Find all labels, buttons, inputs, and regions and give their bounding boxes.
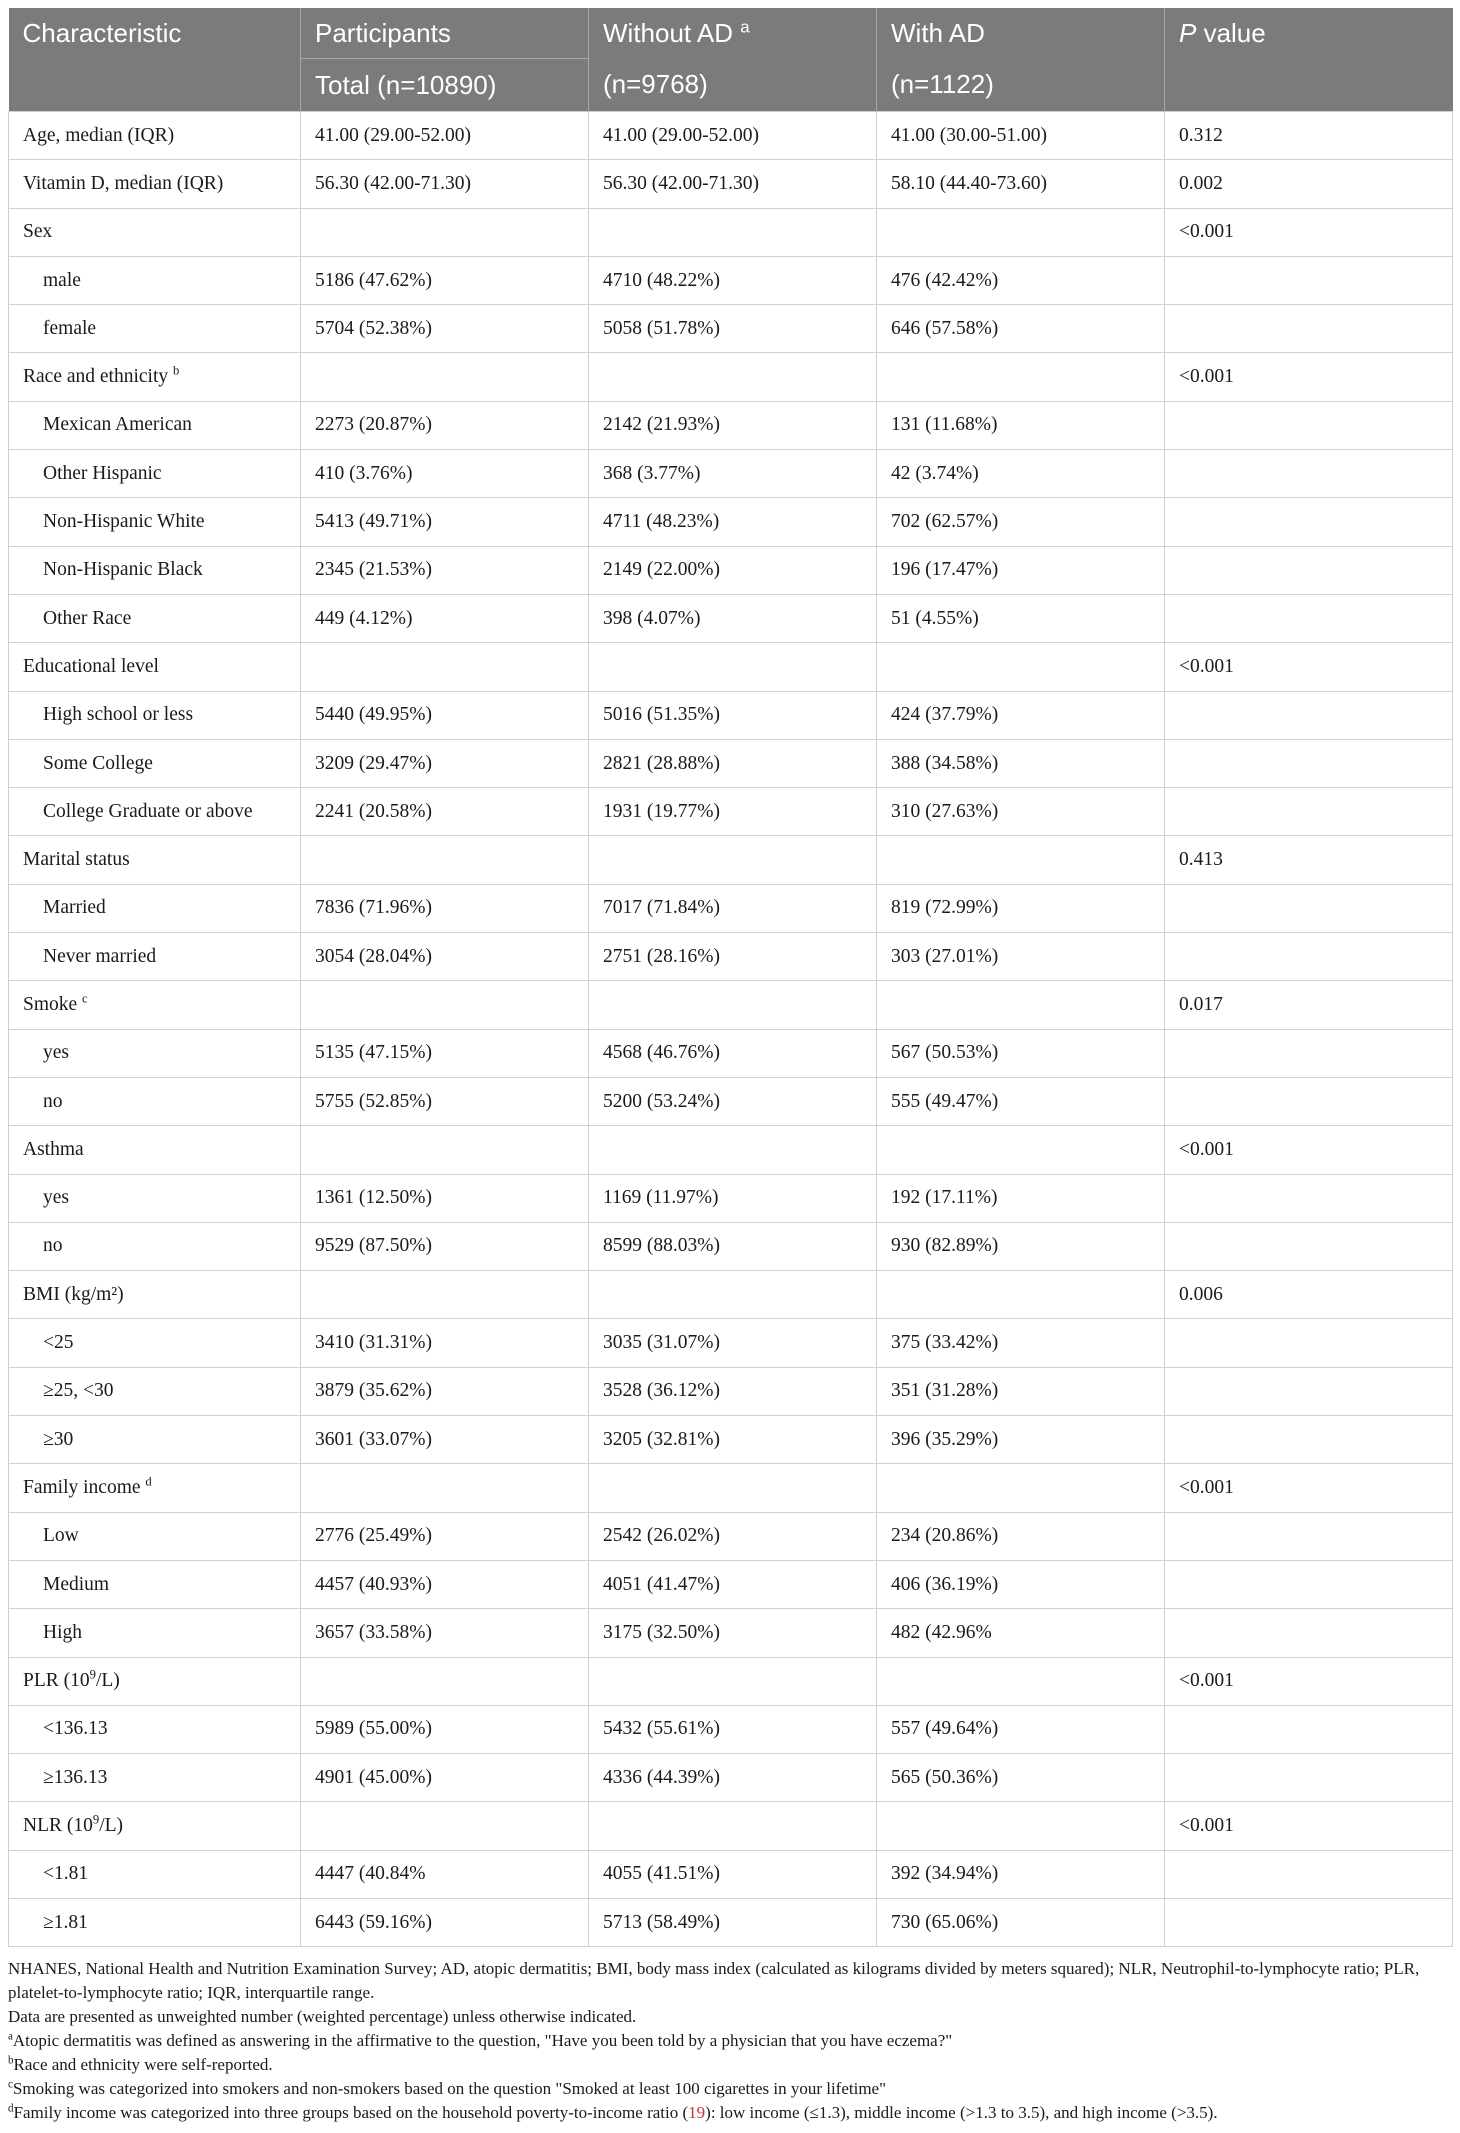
table-header (9, 8, 1453, 112)
cell-p-value: <0.001 (1165, 353, 1453, 401)
cell-total (301, 1464, 589, 1512)
cell-characteristic: male (9, 256, 301, 304)
characteristics-table (8, 8, 1453, 1947)
cell-total (301, 353, 589, 401)
cell-with-ad: 482 (42.96% (877, 1609, 1165, 1657)
header-without-ad: Without AD $^a$ (589, 8, 877, 59)
table-row (9, 1174, 1453, 1222)
cell-without-ad: 3205 (32.81%) (589, 1416, 877, 1464)
cell-with-ad: 555 (49.47%) (877, 1077, 1165, 1125)
cell-total (301, 643, 589, 691)
cell-total: 2345 (21.53%) (301, 546, 589, 594)
cell-without-ad: 4336 (44.39%) (589, 1754, 877, 1802)
cell-with-ad: 41.00 (30.00-51.00) (877, 112, 1165, 160)
cell-without-ad (589, 1802, 877, 1850)
cell-p-value: <0.001 (1165, 643, 1453, 691)
cell-characteristic: Other Race (9, 594, 301, 642)
cell-characteristic: no (9, 1077, 301, 1125)
cell-without-ad (589, 643, 877, 691)
cell-total: 5440 (49.95%) (301, 691, 589, 739)
cell-without-ad: 56.30 (42.00-71.30) (589, 160, 877, 208)
cell-p-value (1165, 788, 1453, 836)
cell-with-ad: 192 (17.11%) (877, 1174, 1165, 1222)
cell-with-ad (877, 1271, 1165, 1319)
cell-with-ad: 131 (11.68%) (877, 401, 1165, 449)
cell-with-ad: 730 (65.06%) (877, 1898, 1165, 1946)
cell-without-ad: 4055 (41.51%) (589, 1850, 877, 1898)
cell-p-value (1165, 594, 1453, 642)
cell-total: 4457 (40.93%) (301, 1560, 589, 1608)
cell-with-ad: 310 (27.63%) (877, 788, 1165, 836)
table-row (9, 112, 1453, 160)
table-row (9, 1367, 1453, 1415)
cell-p-value: 0.413 (1165, 836, 1453, 884)
cell-total (301, 981, 589, 1029)
table-row (9, 1705, 1453, 1753)
cell-without-ad (589, 981, 877, 1029)
cell-p-value (1165, 1222, 1453, 1270)
cell-total: 5755 (52.85%) (301, 1077, 589, 1125)
header-without-ad-n: (n=9768) (589, 59, 877, 112)
cell-total: 41.00 (29.00-52.00) (301, 112, 589, 160)
cell-characteristic: Low (9, 1512, 301, 1560)
cell-without-ad: 3175 (32.50%) (589, 1609, 877, 1657)
cell-total (301, 1271, 589, 1319)
cell-with-ad (877, 1464, 1165, 1512)
cell-with-ad: 424 (37.79%) (877, 691, 1165, 739)
table-row (9, 256, 1453, 304)
cell-with-ad: 196 (17.47%) (877, 546, 1165, 594)
cell-p-value: 0.002 (1165, 160, 1453, 208)
footnote-a: $^a$Atopic dermatitis was defined as answering in the affirmative to the question, "Have you been told by a physician that you have eczema?" (8, 2030, 953, 2051)
table-row (9, 788, 1453, 836)
cell-p-value: <0.001 (1165, 1657, 1453, 1705)
table-row (9, 981, 1453, 1029)
cell-characteristic: Educational level (9, 643, 301, 691)
footnote-data-presented: Data are presented as unweighted number (weighted percentage) unless otherwise indicated. (8, 2007, 637, 2027)
cell-total (301, 836, 589, 884)
cell-characteristic: BMI (kg/m²) (9, 1271, 301, 1319)
cell-without-ad: 2751 (28.16%) (589, 933, 877, 981)
table-row (9, 739, 1453, 787)
cell-total: 3054 (28.04%) (301, 933, 589, 981)
cell-characteristic: Non-Hispanic White (9, 498, 301, 546)
cell-characteristic: ≥1.81 (9, 1898, 301, 1946)
cell-total: 449 (4.12%) (301, 594, 589, 642)
cell-with-ad: 58.10 (44.40-73.60) (877, 160, 1165, 208)
cell-without-ad: 368 (3.77%) (589, 450, 877, 498)
table-row (9, 1416, 1453, 1464)
table-row (9, 208, 1453, 256)
cell-without-ad (589, 1464, 877, 1512)
cell-p-value: <0.001 (1165, 208, 1453, 256)
cell-total: 3657 (33.58%) (301, 1609, 589, 1657)
cell-without-ad: 4711 (48.23%) (589, 498, 877, 546)
cell-total: 3601 (33.07%) (301, 1416, 589, 1464)
cell-without-ad (589, 1271, 877, 1319)
cell-with-ad: 476 (42.42%) (877, 256, 1165, 304)
cell-with-ad: 42 (3.74%) (877, 450, 1165, 498)
cell-with-ad (877, 1802, 1165, 1850)
cell-without-ad: 398 (4.07%) (589, 594, 877, 642)
footnote-abbreviations: NHANES, National Health and Nutrition Examination Survey; AD, atopic dermatitis; BMI, body mass index (calculated as kilograms divided by meters squared); NLR, Neutrophil-to-lymphocyte ratio; PLR, platelet-to-lymphocyte ratio; IQR, interquartile range. (8, 1959, 1420, 2003)
cell-characteristic: yes (9, 1029, 301, 1077)
table-row (9, 401, 1453, 449)
table-body (9, 112, 1453, 1947)
cell-with-ad: 234 (20.86%) (877, 1512, 1165, 1560)
cell-characteristic: College Graduate or above (9, 788, 301, 836)
table-footnotes (8, 1957, 1452, 2125)
cell-with-ad: 567 (50.53%) (877, 1029, 1165, 1077)
cell-p-value (1165, 1898, 1453, 1946)
cell-p-value (1165, 691, 1453, 739)
cell-total: 6443 (59.16%) (301, 1898, 589, 1946)
cell-p-value (1165, 884, 1453, 932)
cell-without-ad (589, 836, 877, 884)
cell-without-ad: 3035 (31.07%) (589, 1319, 877, 1367)
cell-without-ad: 2142 (21.93%) (589, 401, 877, 449)
cell-without-ad (589, 353, 877, 401)
footnote-b: $^b$Race and ethnicity were self-reported. (8, 2054, 273, 2075)
cell-with-ad: 819 (72.99%) (877, 884, 1165, 932)
cell-total: 1361 (12.50%) (301, 1174, 589, 1222)
cell-with-ad (877, 1126, 1165, 1174)
table-row (9, 884, 1453, 932)
cell-p-value (1165, 933, 1453, 981)
cell-without-ad: 4568 (46.76%) (589, 1029, 877, 1077)
cell-characteristic: Sex (9, 208, 301, 256)
cell-without-ad: 1931 (19.77%) (589, 788, 877, 836)
cell-characteristic: Mexican American (9, 401, 301, 449)
cell-without-ad: 1169 (11.97%) (589, 1174, 877, 1222)
table-row (9, 836, 1453, 884)
cell-p-value (1165, 1319, 1453, 1367)
cell-characteristic: High (9, 1609, 301, 1657)
cell-characteristic: Marital status (9, 836, 301, 884)
cell-without-ad: 5058 (51.78%) (589, 305, 877, 353)
cell-characteristic: Never married (9, 933, 301, 981)
cell-characteristic: ≥136.13 (9, 1754, 301, 1802)
table-row (9, 643, 1453, 691)
cell-with-ad: 396 (35.29%) (877, 1416, 1165, 1464)
table-row (9, 1560, 1453, 1608)
cell-p-value: 0.017 (1165, 981, 1453, 1029)
table-row (9, 305, 1453, 353)
cell-total: 5989 (55.00%) (301, 1705, 589, 1753)
cell-p-value (1165, 498, 1453, 546)
cell-with-ad: 351 (31.28%) (877, 1367, 1165, 1415)
header-characteristic: Characteristic (9, 8, 301, 59)
table-row (9, 594, 1453, 642)
cell-total: 2273 (20.87%) (301, 401, 589, 449)
cell-total (301, 208, 589, 256)
cell-p-value: <0.001 (1165, 1802, 1453, 1850)
cell-total: 410 (3.76%) (301, 450, 589, 498)
cell-total: 7836 (71.96%) (301, 884, 589, 932)
cell-without-ad: 5016 (51.35%) (589, 691, 877, 739)
cell-with-ad: 303 (27.01%) (877, 933, 1165, 981)
cell-total: 3410 (31.31%) (301, 1319, 589, 1367)
table-row (9, 1898, 1453, 1946)
cell-with-ad: 646 (57.58%) (877, 305, 1165, 353)
cell-total: 5186 (47.62%) (301, 256, 589, 304)
cell-characteristic: <1.81 (9, 1850, 301, 1898)
cell-p-value: 0.312 (1165, 112, 1453, 160)
footnote-d: $^d$Family income was categorized into three groups based on the household poverty-to-income ratio (19): low income (≤1.3), middle income (>1.3 to 3.5), and high income (>3.5). (8, 2102, 1218, 2123)
cell-with-ad: 388 (34.58%) (877, 739, 1165, 787)
cell-p-value (1165, 739, 1453, 787)
cell-total: 5135 (47.15%) (301, 1029, 589, 1077)
table-row (9, 450, 1453, 498)
cell-without-ad: 7017 (71.84%) (589, 884, 877, 932)
cell-p-value (1165, 450, 1453, 498)
cell-with-ad (877, 1657, 1165, 1705)
cell-characteristic: Some College (9, 739, 301, 787)
cell-without-ad (589, 1126, 877, 1174)
cell-p-value (1165, 1705, 1453, 1753)
cell-with-ad: 930 (82.89%) (877, 1222, 1165, 1270)
cell-p-value (1165, 1512, 1453, 1560)
cell-without-ad: 5432 (55.61%) (589, 1705, 877, 1753)
table-row (9, 1029, 1453, 1077)
header-characteristic-blank (9, 59, 301, 112)
cell-p-value (1165, 1850, 1453, 1898)
cell-characteristic: PLR $(10^9/L)$ (9, 1657, 301, 1705)
cell-p-value (1165, 1416, 1453, 1464)
cell-total: 5413 (49.71%) (301, 498, 589, 546)
cell-characteristic: Smoke $^c$ (9, 981, 301, 1029)
header-with-ad: With AD (877, 8, 1165, 59)
table-row (9, 1464, 1453, 1512)
cell-p-value (1165, 1077, 1453, 1125)
cell-p-value (1165, 1754, 1453, 1802)
cell-p-value: <0.001 (1165, 1464, 1453, 1512)
cell-characteristic: no (9, 1222, 301, 1270)
table-row (9, 933, 1453, 981)
cell-p-value (1165, 1560, 1453, 1608)
header-with-ad-n: (n=1122) (877, 59, 1165, 112)
cell-without-ad: 41.00 (29.00-52.00) (589, 112, 877, 160)
cell-total: 4447 (40.84% (301, 1850, 589, 1898)
cell-with-ad (877, 981, 1165, 1029)
table-row (9, 353, 1453, 401)
cell-total: 2776 (25.49%) (301, 1512, 589, 1560)
table-row (9, 1271, 1453, 1319)
cell-characteristic: <136.13 (9, 1705, 301, 1753)
table-row (9, 1319, 1453, 1367)
cell-without-ad: 2542 (26.02%) (589, 1512, 877, 1560)
cell-total: 2241 (20.58%) (301, 788, 589, 836)
cell-without-ad: 5200 (53.24%) (589, 1077, 877, 1125)
cell-without-ad: 4051 (41.47%) (589, 1560, 877, 1608)
cell-p-value (1165, 546, 1453, 594)
cell-characteristic: Medium (9, 1560, 301, 1608)
header-without-ad-footnote: a (740, 17, 750, 37)
table-row (9, 498, 1453, 546)
cell-total (301, 1657, 589, 1705)
cell-with-ad: 406 (36.19%) (877, 1560, 1165, 1608)
cell-p-value (1165, 256, 1453, 304)
cell-characteristic: yes (9, 1174, 301, 1222)
cell-total: 3879 (35.62%) (301, 1367, 589, 1415)
cell-without-ad (589, 208, 877, 256)
cell-with-ad (877, 836, 1165, 884)
table-row (9, 691, 1453, 739)
table-row (9, 1126, 1453, 1174)
cell-characteristic: Race and ethnicity $^b$ (9, 353, 301, 401)
cell-characteristic: Asthma (9, 1126, 301, 1174)
cell-total (301, 1802, 589, 1850)
cell-characteristic: Family income $^d$ (9, 1464, 301, 1512)
reference-link[interactable]: 19 (688, 2103, 706, 2123)
cell-characteristic: Other Hispanic (9, 450, 301, 498)
cell-characteristic: Age, median (IQR) (9, 112, 301, 160)
header-p-value: P value (1165, 8, 1453, 59)
cell-total (301, 1126, 589, 1174)
cell-without-ad: 2149 (22.00%) (589, 546, 877, 594)
cell-with-ad: 375 (33.42%) (877, 1319, 1165, 1367)
table-row (9, 1657, 1453, 1705)
cell-characteristic: ≥25, <30 (9, 1367, 301, 1415)
cell-p-value (1165, 401, 1453, 449)
cell-characteristic: ≥30 (9, 1416, 301, 1464)
cell-p-value (1165, 1367, 1453, 1415)
table-row (9, 160, 1453, 208)
header-total: Total (n=10890) (301, 59, 589, 112)
cell-with-ad: 702 (62.57%) (877, 498, 1165, 546)
cell-without-ad: 4710 (48.22%) (589, 256, 877, 304)
cell-with-ad (877, 208, 1165, 256)
table-row (9, 1850, 1453, 1898)
cell-p-value: <0.001 (1165, 1126, 1453, 1174)
table-row (9, 1609, 1453, 1657)
cell-total: 5704 (52.38%) (301, 305, 589, 353)
cell-with-ad: 557 (49.64%) (877, 1705, 1165, 1753)
cell-without-ad: 5713 (58.49%) (589, 1898, 877, 1946)
cell-with-ad: 51 (4.55%) (877, 594, 1165, 642)
cell-with-ad: 565 (50.36%) (877, 1754, 1165, 1802)
cell-total: 56.30 (42.00-71.30) (301, 160, 589, 208)
table-row (9, 1512, 1453, 1560)
table-row (9, 1802, 1453, 1850)
table-row (9, 1077, 1453, 1125)
cell-p-value (1165, 1174, 1453, 1222)
cell-without-ad: 3528 (36.12%) (589, 1367, 877, 1415)
cell-total: 3209 (29.47%) (301, 739, 589, 787)
table-row (9, 1754, 1453, 1802)
footnote-c: $^c$Smoking was categorized into smokers and non-smokers based on the question "Smoked at least 100 cigarettes in your lifetime" (8, 2078, 887, 2099)
cell-characteristic: High school or less (9, 691, 301, 739)
cell-p-value (1165, 1029, 1453, 1077)
table-row (9, 1222, 1453, 1270)
cell-total: 4901 (45.00%) (301, 1754, 589, 1802)
cell-p-value: 0.006 (1165, 1271, 1453, 1319)
cell-p-value (1165, 305, 1453, 353)
table-row (9, 546, 1453, 594)
cell-characteristic: Vitamin D, median (IQR) (9, 160, 301, 208)
cell-without-ad (589, 1657, 877, 1705)
cell-with-ad (877, 643, 1165, 691)
cell-total: 9529 (87.50%) (301, 1222, 589, 1270)
cell-without-ad: 8599 (88.03%) (589, 1222, 877, 1270)
cell-with-ad (877, 353, 1165, 401)
cell-p-value (1165, 1609, 1453, 1657)
cell-characteristic: Married (9, 884, 301, 932)
header-participants: Participants (301, 8, 589, 59)
header-p-value-blank (1165, 59, 1453, 112)
cell-with-ad: 392 (34.94%) (877, 1850, 1165, 1898)
cell-characteristic: female (9, 305, 301, 353)
cell-characteristic: Non-Hispanic Black (9, 546, 301, 594)
cell-characteristic: <25 (9, 1319, 301, 1367)
cell-without-ad: 2821 (28.88%) (589, 739, 877, 787)
document-table-container (8, 8, 1452, 2125)
cell-characteristic: NLR $(10^9/L)$ (9, 1802, 301, 1850)
